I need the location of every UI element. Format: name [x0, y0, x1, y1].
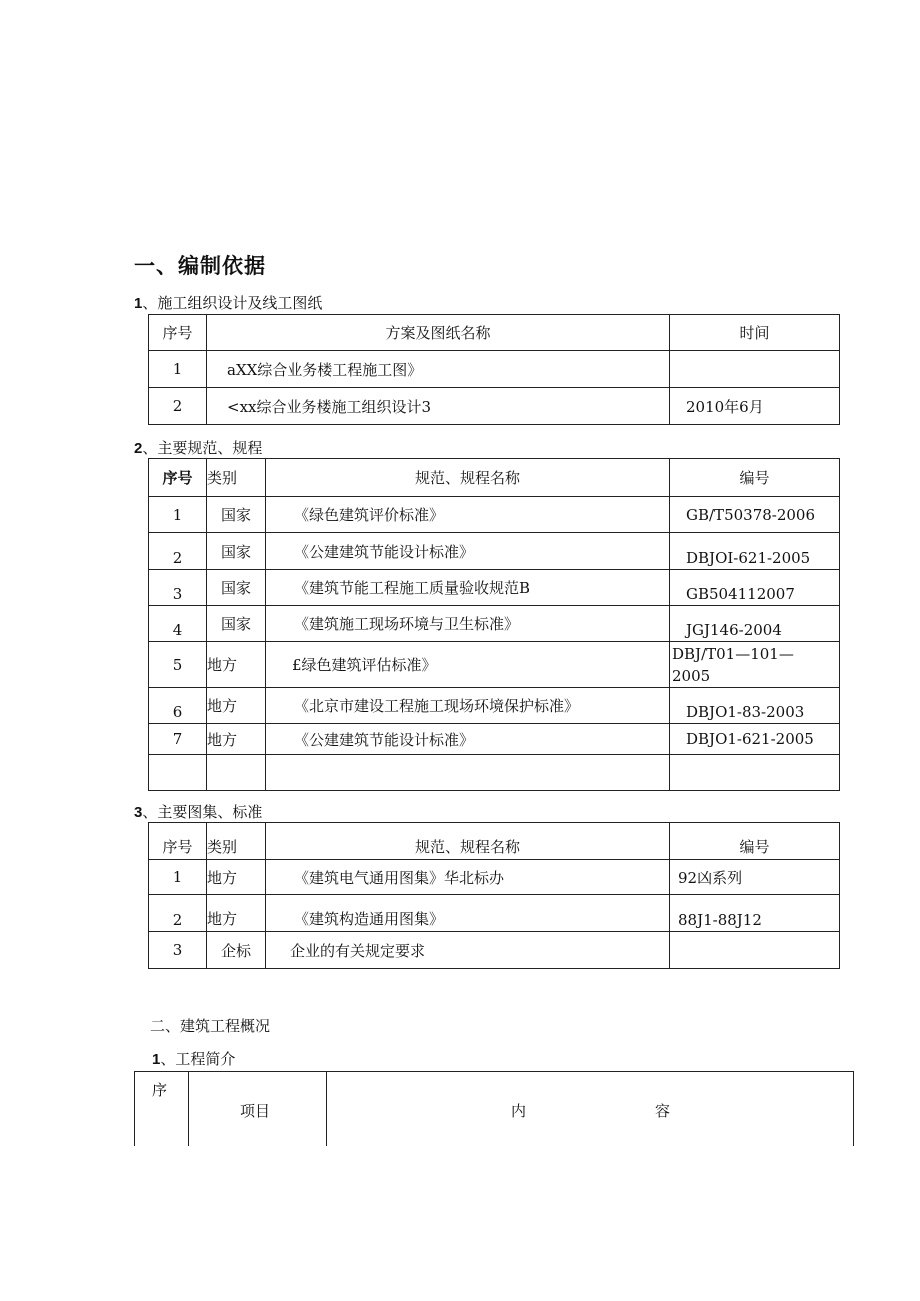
cell-category: 地方: [207, 895, 266, 932]
cell-name: 《建筑构造通用图集》: [266, 895, 670, 932]
table-row: [149, 895, 840, 932]
cell-name: <xx综合业务楼施工组织设计3: [207, 388, 670, 425]
sub3-title: 、主要图集、标准: [142, 803, 263, 821]
cell-index: 2: [149, 895, 207, 932]
cell-index: 2: [149, 533, 207, 570]
table-border: [326, 1071, 327, 1146]
header-cell-item: 项目: [240, 1102, 271, 1120]
cell-category: 国家: [207, 497, 266, 533]
table-row: [149, 755, 840, 791]
cell-time: 2010年6月: [670, 388, 840, 425]
cell-code: [670, 932, 840, 969]
atlas-table: [148, 822, 840, 969]
cell-code: DBJOI-621-2005: [670, 533, 840, 570]
cell-name: 《建筑电气通用图集》华北标办: [266, 860, 670, 895]
table-border: [134, 1071, 135, 1146]
section2-sub1-number: 1: [152, 1051, 161, 1068]
cell-name: 《建筑施工现场环境与卫生标准》: [266, 606, 670, 642]
table-border: [188, 1071, 189, 1146]
cell-category: 地方: [207, 724, 266, 755]
cell-code: 92凶系列: [670, 860, 840, 895]
sub2-heading: [134, 437, 262, 458]
header-cell-content-1: 内: [511, 1102, 527, 1120]
table-row: [149, 570, 840, 606]
cell-index: 3: [149, 570, 207, 606]
table-row: [149, 497, 840, 533]
table-row: [149, 388, 840, 425]
header-cell: 规范、规程名称: [266, 823, 670, 860]
header-cell: 编号: [670, 823, 840, 860]
table-header-row: [149, 459, 840, 497]
table-row: [149, 860, 840, 895]
cell-index: 5: [149, 642, 207, 688]
header-cell: 序号: [149, 823, 207, 860]
cell-name: 《北京市建设工程施工现场环境保护标准》: [266, 688, 670, 724]
table-row: [149, 351, 840, 388]
header-cell: 方案及图纸名称: [207, 315, 670, 351]
sub3-heading: [134, 801, 262, 822]
sub3-number: 3: [134, 804, 143, 821]
header-cell: 序号: [149, 459, 207, 497]
header-cell: 时间: [670, 315, 840, 351]
section2-sub1-title: 、工程简介: [160, 1050, 236, 1068]
cell-empty: [670, 755, 840, 791]
cell-code: GB/T50378-2006: [670, 497, 840, 533]
cell-name: 《公建建筑节能设计标准》: [266, 533, 670, 570]
cell-code: DBJO1-621-2005: [670, 724, 840, 755]
cell-index: 1: [149, 497, 207, 533]
cell-name: 《绿色建筑评价标准》: [266, 497, 670, 533]
header-cell: 类别: [207, 823, 266, 860]
table-top-border: [134, 1071, 854, 1072]
cell-code: DBJO1-83-2003: [670, 688, 840, 724]
cell-name: 企业的有关规定要求: [266, 932, 670, 969]
sub2-title: 、主要规范、规程: [142, 439, 263, 457]
header-cell: 序号: [149, 315, 207, 351]
cell-empty: [149, 755, 207, 791]
cell-category: 国家: [207, 606, 266, 642]
cell-category: 地方: [207, 860, 266, 895]
cell-category: 地方: [207, 642, 266, 688]
cell-name: £绿色建筑评估标准》: [266, 642, 670, 688]
header-cell: 规范、规程名称: [266, 459, 670, 497]
cell-category: 国家: [207, 570, 266, 606]
cell-index: 3: [149, 932, 207, 969]
section2-title: 二、建筑工程概况: [150, 1017, 271, 1035]
cell-empty: [266, 755, 670, 791]
table-row: [149, 533, 840, 570]
cell-code: 88J1-88J12: [670, 895, 840, 932]
section1-title: 一、编制依据: [134, 254, 266, 278]
table-row: [149, 688, 840, 724]
cell-name: 《建筑节能工程施工质量验收规范B: [266, 570, 670, 606]
cell-category: 地方: [207, 688, 266, 724]
table-header-row: [149, 315, 840, 351]
cell-index: 1: [149, 351, 207, 388]
drawings-table: [148, 314, 840, 425]
sub1-number: 1: [134, 295, 143, 312]
cell-category: 国家: [207, 533, 266, 570]
cell-index: 1: [149, 860, 207, 895]
cell-index: 2: [149, 388, 207, 425]
header-cell-index: 序: [152, 1081, 168, 1099]
table-row: [149, 642, 840, 688]
cell-empty: [207, 755, 266, 791]
header-cell-content-2: 容: [655, 1102, 671, 1120]
cell-code: DBJ/T01—101—2005: [670, 642, 840, 688]
cell-index: 4: [149, 606, 207, 642]
cell-code: JGJ146-2004: [670, 606, 840, 642]
table-row: [149, 606, 840, 642]
cell-name: 《公建建筑节能设计标准》: [266, 724, 670, 755]
table-header-row: [149, 823, 840, 860]
sub2-number: 2: [134, 440, 143, 457]
sub1-title: 、施工组织设计及线工图纸: [142, 294, 323, 312]
cell-category: 企标: [207, 932, 266, 969]
cell-index: 6: [149, 688, 207, 724]
cell-time: [670, 351, 840, 388]
table-row: [149, 932, 840, 969]
sub1-heading: [134, 292, 322, 313]
cell-index: 7: [149, 724, 207, 755]
standards-table: [148, 458, 840, 791]
cell-code: GB504112007: [670, 570, 840, 606]
cell-name: aXX综合业务楼工程施工图》: [207, 351, 670, 388]
table-border: [853, 1071, 854, 1146]
table-row: [149, 724, 840, 755]
section2-sub1-heading: [152, 1048, 235, 1069]
header-cell: 类别: [207, 459, 266, 497]
overview-table: [134, 1071, 854, 1146]
header-cell: 编号: [670, 459, 840, 497]
